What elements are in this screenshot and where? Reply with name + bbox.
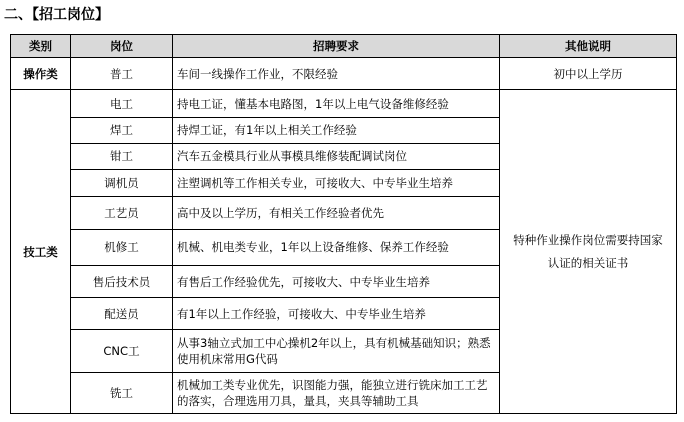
position-cell: CNC工 (71, 330, 173, 373)
position-cell: 售后技术员 (71, 265, 173, 297)
header-category: 类别 (11, 35, 71, 58)
requirement-cell: 有1年以上工作经验，可接收大、中专毕业生培养 (173, 298, 500, 330)
header-requirement: 招聘要求 (173, 35, 500, 58)
table-row (11, 58, 677, 90)
position-cell: 钳工 (71, 143, 173, 169)
requirement-cell: 机械、机电类专业，1年以上设备维修、保养工作经验 (173, 229, 500, 265)
position-cell: 普工 (71, 58, 173, 90)
position-cell: 工艺员 (71, 197, 173, 229)
job-positions-table (10, 34, 677, 414)
requirement-cell: 有售后工作经验优先，可接收大、中专毕业生培养 (173, 265, 500, 297)
requirement-cell: 汽车五金模具行业从事模具维修装配调试岗位 (173, 143, 500, 169)
other-cell (500, 90, 677, 414)
requirement-cell: 持焊工证，有1年以上相关工作经验 (173, 118, 500, 144)
requirement-cell: 持电工证，懂基本电路图，1年以上电气设备维修经验 (173, 90, 500, 118)
requirement-cell: 机械加工类专业优先，识图能力强，能独立进行铣床加工工艺的落实，合理选用刀具，量具，夹具等辅助工具 (173, 373, 500, 414)
certificate-note: 特种作业操作岗位需要持国家认证的相关证书 (513, 232, 663, 270)
other-cell: 初中以上学历 (500, 58, 677, 90)
position-cell: 调机员 (71, 169, 173, 197)
header-other: 其他说明 (500, 35, 677, 58)
requirement-cell: 车间一线操作工作业，不限经验 (173, 58, 500, 90)
position-cell: 铣工 (71, 373, 173, 414)
table-row (11, 90, 677, 118)
requirement-cell: 注塑调机等工作相关专业，可接收大、中专毕业生培养 (173, 169, 500, 197)
position-cell: 配送员 (71, 298, 173, 330)
header-position: 岗位 (71, 35, 173, 58)
position-cell: 机修工 (71, 229, 173, 265)
position-cell: 电工 (71, 90, 173, 118)
requirement-cell: 高中及以上学历，有相关工作经验者优先 (173, 197, 500, 229)
section-title: 二、【招工岗位】 (4, 7, 109, 23)
category-cell: 操作类 (11, 58, 71, 90)
requirement-cell: 从事3轴立式加工中心操机2年以上，具有机械基础知识；熟悉使用机床常用G代码 (173, 330, 500, 373)
position-cell: 焊工 (71, 118, 173, 144)
category-cell: 技工类 (11, 90, 71, 414)
table-header-row (11, 35, 677, 58)
